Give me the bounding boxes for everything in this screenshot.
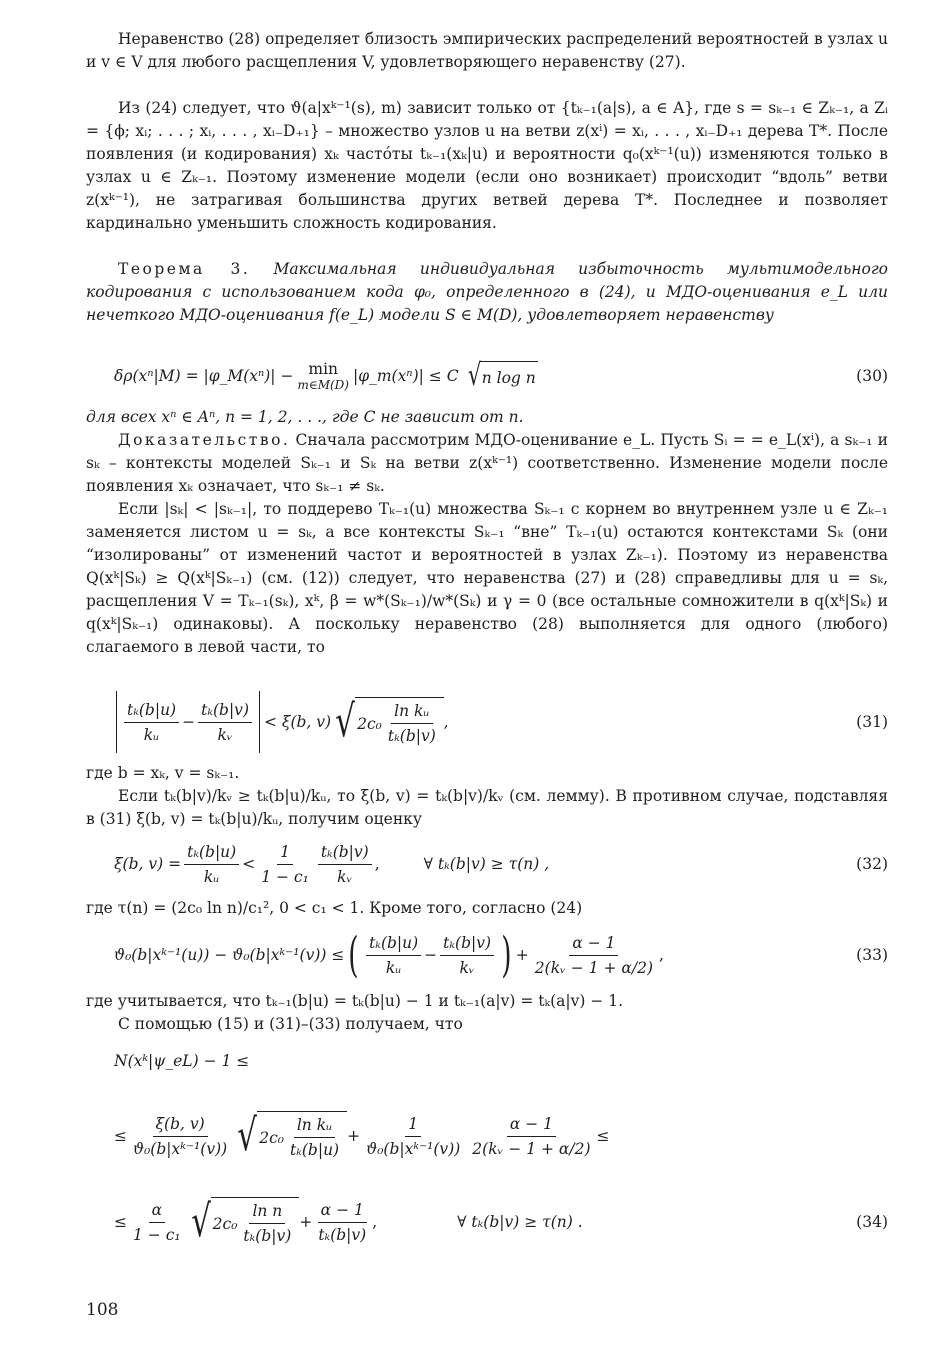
eq32-d3: kᵥ <box>337 867 353 886</box>
eq34b-d2: tₖ(b|u) <box>290 1141 340 1159</box>
theorem-3 <box>86 258 888 350</box>
eq30-min <box>297 360 349 392</box>
eq31-d1: kᵤ <box>143 725 160 744</box>
theorem-label: Теорема 3. <box>118 260 251 278</box>
eq34a-lhs: N(xᵏ|ψ_eL) − 1 ≤ <box>114 1052 250 1070</box>
eq31-bar-left <box>116 691 117 753</box>
eq34b-n2: ln kᵤ <box>294 1115 335 1138</box>
equation-34c: ≤ $\frac{\alpha}{\text{1 − c₁}}$ √ 2c₀ $\frac{\text{ln n}}{\text{tₖ(b|v)}}$ + $\frac{\alpha - 1}{\text{tₖ(b|v)}}$ , ∀ tₖ(b|v) ≥ τ(n) . (34) <box>114 1196 888 1247</box>
eq34c-d2: tₖ(b|v) <box>243 1227 292 1245</box>
eq33-n1: tₖ(b|u) <box>366 933 421 956</box>
eq32-d1: kᵤ <box>203 867 220 886</box>
eq31-n2: tₖ(b|v) <box>198 700 252 723</box>
eq34-number: (34) <box>856 1213 888 1231</box>
proof-label: Доказательство. <box>118 431 291 449</box>
proof-text: Сначала рассмотрим МДО-оценивание e_L. Пусть Sᵢ = = e_L(xⁱ), а sₖ₋₁ и sₖ – контексты моделей Sₖ₋₁ и Sₖ на ветви z(xᵏ⁻¹) соответственно. Изменение модели после появления xₖ означает, что sₖ₋₁ ≠ sₖ. <box>86 431 888 495</box>
eq33-d1: kᵤ <box>385 958 402 977</box>
page-body <box>86 28 888 1260</box>
eq32-d2: 1 − c₁ <box>261 867 309 886</box>
after-eq30: для всех xⁿ ∈ Aⁿ, n = 1, 2, . . ., где C не зависит от n. <box>86 408 524 426</box>
eq34c-n3: α − 1 <box>318 1200 367 1223</box>
paragraph-5: Если tₖ(b|v)/kᵥ ≥ tₖ(b|u)/kᵤ, то ξ(b, v) = tₖ(b|v)/kᵥ (см. лемму). В противном случае, подставляя в (31) ξ(b, v) = tₖ(b|u)/kᵤ, получим оценку <box>86 787 888 828</box>
eq32-condition: ∀ tₖ(b|v) ≥ τ(n) , <box>423 855 550 873</box>
eq34c-c: 2c₀ <box>212 1214 238 1233</box>
eq34b-d3: ϑ₀(b|xᵏ⁻¹(v)) <box>366 1139 461 1158</box>
proof-paragraph <box>86 429 888 498</box>
eq33-n3: α − 1 <box>569 933 618 956</box>
paragraph-2: Из (24) следует, что ϑ(a|xᵏ⁻¹(s), m) зависит только от {tₖ₋₁(a|s), a ∈ A}, где s = sₖ₋₁ ∈ Zₖ₋₁, а Zᵢ = {ϕ; xᵢ; . . . ; xᵢ, . . . , xᵢ₋D₊₁} – множество узлов u на ветви z(xⁱ) = xᵢ, . . . , xᵢ₋D₊₁ дерева T*. После появления (и кодирования) xₖ частóты tₖ₋₁(xₖ|u) и вероятности q₀(xᵏ⁻¹(u)) изменяются только в узлах u ∈ Zₖ₋₁. Поэтому изменение модели (если оно возникает) происходит “вдоль” ветви z(xᵏ⁻¹), не затрагивая большинства других ветвей дерева T*. Последнее и позволяет кардинально уменьшить сложность кодирования. <box>86 99 888 232</box>
eq34b-c: 2c₀ <box>259 1128 284 1147</box>
eq34b-sqrt: √ 2c₀ $\frac{\text{ln kᵤ}}{\text{tₖ(b|u)}}$ <box>233 1111 347 1161</box>
eq32-n3: tₖ(b|v) <box>318 842 372 865</box>
eq34c-n1: α <box>149 1200 165 1223</box>
equation-34a <box>86 1036 888 1086</box>
eq31-bar-right <box>259 691 260 753</box>
eq34c-sqrt: √ 2c₀ $\frac{\text{ln n}}{\text{tₖ(b|v)}}$ <box>187 1197 300 1247</box>
eq32-lhs: ξ(b, v) = <box>114 855 182 873</box>
equation-32: ξ(b, v) = $\frac{\text{tₖ(b|u)}}{\text{kᵤ}}$ < $\frac{1}{\text{1 − c₁}}$ $\frac{\text{tₖ(b|v)}}{\text{kᵥ}}$ , ∀ tₖ(b|v) ≥ τ(n) , (32) <box>114 842 888 886</box>
eq34c-d1: 1 − c₁ <box>133 1225 181 1244</box>
eq34b-n1: ξ(b, v) <box>153 1114 208 1137</box>
eq34b-d1: ϑ₀(b|xᵏ⁻¹(v)) <box>133 1139 228 1158</box>
eq30-min-sub: m∈M(D) <box>297 378 349 392</box>
paragraph-4: Если |sₖ| < |sₖ₋₁|, то поддерево Tₖ₋₁(u) множества Sₖ₋₁ с корнем во внутреннем узле u ∈ Zₖ₋₁ заменяется листом u = sₖ, а все контексты Sₖ₋₁ “вне” Tₖ₋₁(u) остаются контекстами Sₖ (они “изолированы” от изменений частот и вероятностей в узлах Zₖ₋₁). Поэтому из неравенства Q(xᵏ|Sₖ) ≥ Q(xᵏ|Sₖ₋₁) (см. (12)) следует, что неравенства (27) и (28) справедливы для u = sₖ, расщепления V = Tₖ₋₁(sₖ), xᵏ, β = w*(Sₖ₋₁)/w*(Sₖ) и γ = 0 (все остальные сомножители в q(xᵏ|Sₖ) и q(xᵏ|Sₖ₋₁) одинаковы). А поскольку неравенство (28) выполняется для одного (любого) слагаемого в левой части, то <box>86 500 888 656</box>
eq31-number: (31) <box>856 713 888 731</box>
eq30-number: (30) <box>856 367 888 385</box>
equation-31: $\frac{\text{tₖ(b|u)}}{\text{kᵤ}}$ − $\frac{\text{tₖ(b|v)}}{\text{kᵥ}}$ < ξ(b, v) √ 2c₀ $\frac{\text{ln kᵤ}}{\text{tₖ(b|v)}}$ , (31) <box>86 682 888 762</box>
eq31-d3: tₖ(b|v) <box>387 727 436 745</box>
equation-33: ϑ₀(b|xᵏ⁻¹(u)) − ϑ₀(b|xᵏ⁻¹(v)) ≤ ( $\frac{\text{tₖ(b|u)}}{\text{kᵤ}}$ − $\frac{\text{tₖ(b|v)}}{\text{kᵥ}}$ ) + $\frac{\alpha - 1}{\text{2(kᵥ − 1 + α/2)}}$ , (33) <box>114 927 888 983</box>
eq33-n2: tₖ(b|v) <box>440 933 494 956</box>
eq34b-n3: 1 <box>405 1114 421 1137</box>
eq31-sqrt: √ 2c₀ $\frac{\text{ln kᵤ}}{\text{tₖ(b|v)}}$ <box>331 697 444 747</box>
eq33-d2: kᵥ <box>459 958 475 977</box>
eq34b-n4: α − 1 <box>507 1114 556 1137</box>
eq31-mid: < ξ(b, v) <box>264 713 332 731</box>
paragraph-6: где τ(n) = (2c₀ ln n)/c₁², 0 < c₁ < 1. Кроме того, согласно (24) <box>86 899 583 917</box>
equation-30 <box>86 350 888 402</box>
eq32-lt: < <box>242 855 256 873</box>
eq32-number: (32) <box>856 855 888 873</box>
eq34b-d4: 2(kᵥ − 1 + α/2) <box>472 1139 591 1158</box>
eq33-lhs: ϑ₀(b|xᵏ⁻¹(u)) − ϑ₀(b|xᵏ⁻¹(v)) ≤ <box>114 946 345 964</box>
eq32-n1: tₖ(b|u) <box>184 842 239 865</box>
page-number: 108 <box>86 1300 119 1320</box>
eq33-d3: 2(kᵥ − 1 + α/2) <box>534 958 654 977</box>
eq31-c: 2c₀ <box>357 714 382 733</box>
eq31-n3: ln kᵤ <box>391 701 432 724</box>
after-eq31: где b = xₖ, v = sₖ₋₁. <box>86 764 240 782</box>
eq33-number: (33) <box>856 946 888 964</box>
eq30-sqrt-body: n log n <box>480 361 538 391</box>
eq30-right: |φ_m(xⁿ)| ≤ C <box>353 367 459 385</box>
paragraph-1: Неравенство (28) определяет близость эмпирических распределений вероятностей в узлах u и v ∈ V для любого расщепления V, удовлетворяющего неравенству (27). <box>86 30 888 71</box>
eq34c-d3: tₖ(b|v) <box>318 1225 367 1244</box>
eq30-min-op: min <box>308 360 339 378</box>
eq34c-condition: ∀ tₖ(b|v) ≥ τ(n) . <box>457 1213 583 1231</box>
equation-34b: ≤ $\frac{\xi(b, v)}{\text{ϑ₀(b|xᵏ⁻¹(v))}}$ √ 2c₀ $\frac{\text{ln kᵤ}}{\text{tₖ(b|u)}}$ + $\frac{1}{\text{ϑ₀(b|xᵏ⁻¹(v))}}$ $\frac{\alpha - 1}{\text{2(kᵥ − 1 + α/2)}}$ ≤ <box>114 1110 610 1161</box>
eq30-left: δρ(xⁿ|M) = |φ_M(xⁿ)| − <box>114 367 294 385</box>
paragraph-8: С помощью (15) и (31)–(33) получаем, что <box>118 1015 463 1033</box>
theorem-text: Максимальная индивидуальная избыточность мультимодельного кодирования с использованием кода φ₀, определенного в (24), и МДО-оценивания e_L или нечеткого МДО-оценивания f(e_L) модели S ∈ M(D), удовлетворяет неравенству <box>86 260 888 324</box>
eq31-d2: kᵥ <box>217 725 233 744</box>
eq32-n2: 1 <box>277 842 293 865</box>
eq34c-n2: ln n <box>249 1201 285 1224</box>
eq30-sqrt: √ n log n <box>467 358 536 393</box>
paragraph-7: где учитывается, что tₖ₋₁(b|u) = tₖ(b|u) − 1 и tₖ₋₁(a|v) = tₖ(a|v) − 1. <box>86 992 624 1010</box>
eq31-n1: tₖ(b|u) <box>124 700 179 723</box>
